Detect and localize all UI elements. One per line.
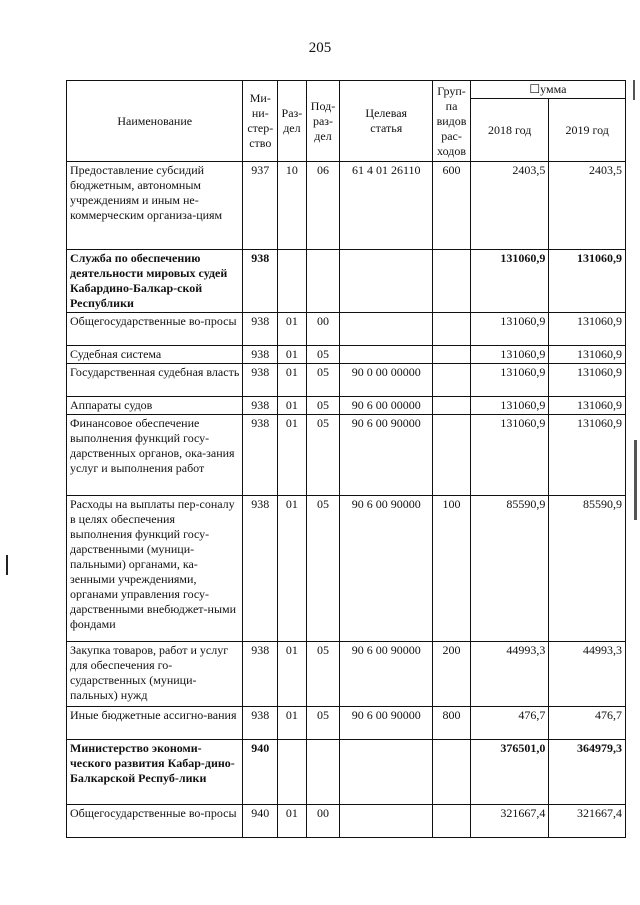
cell-ministry: 938 bbox=[243, 707, 278, 740]
cell-2019: 364979,3 bbox=[549, 740, 626, 805]
cell-2019: 44993,3 bbox=[549, 642, 626, 707]
cell-expense-group bbox=[433, 805, 471, 838]
cell-target-article: 90 6 00 90000 bbox=[340, 642, 433, 707]
cell-section: 01 bbox=[278, 364, 307, 397]
cell-subsection: 00 bbox=[306, 313, 340, 346]
table-row bbox=[67, 642, 626, 707]
cell-expense-group: 100 bbox=[433, 496, 471, 642]
cell-subsection: 05 bbox=[306, 397, 340, 415]
cell-section: 01 bbox=[278, 642, 307, 707]
cell-expense-group bbox=[433, 346, 471, 364]
cell-name: Закупка товаров, работ и услуг для обеспечения го-сударственных (муници-пальных) нужд bbox=[67, 642, 243, 707]
cell-ministry: 938 bbox=[243, 250, 278, 313]
cell-target-article bbox=[340, 250, 433, 313]
cell-target-article: 90 6 00 90000 bbox=[340, 415, 433, 496]
cell-expense-group: 200 bbox=[433, 642, 471, 707]
cell-expense-group bbox=[433, 397, 471, 415]
cell-section: 01 bbox=[278, 397, 307, 415]
cell-ministry: 938 bbox=[243, 397, 278, 415]
header-year-2019: 2019 год bbox=[549, 99, 626, 162]
cell-name: Аппараты судов bbox=[67, 397, 243, 415]
cell-2019: 131060,9 bbox=[549, 397, 626, 415]
cell-name: Расходы на выплаты пер-соналу в целях обеспечения выполнения функций госу-дарственными (муници-пальными) органами, ка-зенными учреждениями, органами управления госу-дарственными внебюджет-ными фондами bbox=[67, 496, 243, 642]
header-section: Раз- дел bbox=[278, 81, 307, 162]
cell-2019: 131060,9 bbox=[549, 313, 626, 346]
cell-2018: 131060,9 bbox=[470, 415, 549, 496]
right-edge-mark bbox=[633, 80, 635, 100]
cell-subsection: 05 bbox=[306, 346, 340, 364]
page-number: 205 bbox=[308, 40, 332, 56]
cell-2019: 85590,9 bbox=[549, 496, 626, 642]
cell-expense-group bbox=[433, 250, 471, 313]
cell-ministry: 938 bbox=[243, 415, 278, 496]
cell-subsection: 05 bbox=[306, 707, 340, 740]
cell-section: 01 bbox=[278, 415, 307, 496]
cell-name: Иные бюджетные ассигно-вания bbox=[67, 707, 243, 740]
cell-name: Общегосударственные во-просы bbox=[67, 313, 243, 346]
cell-target-article bbox=[340, 346, 433, 364]
cell-2018: 376501,0 bbox=[470, 740, 549, 805]
cell-name: Предоставление субсидий бюджетным, автономным учреждениям и иным не-коммерческим организа-циям bbox=[67, 162, 243, 250]
table-row bbox=[67, 250, 626, 313]
cell-subsection: 00 bbox=[306, 805, 340, 838]
cell-subsection: 05 bbox=[306, 415, 340, 496]
header-row bbox=[67, 81, 626, 99]
table-row bbox=[67, 707, 626, 740]
cell-2018: 131060,9 bbox=[470, 397, 549, 415]
cell-2019: 2403,5 bbox=[549, 162, 626, 250]
cell-subsection: 05 bbox=[306, 496, 340, 642]
cell-name: Судебная система bbox=[67, 346, 243, 364]
cell-expense-group: 800 bbox=[433, 707, 471, 740]
cell-expense-group bbox=[433, 415, 471, 496]
cell-2019: 131060,9 bbox=[549, 250, 626, 313]
header-subsection: Под- раз- дел bbox=[306, 81, 340, 162]
cell-2018: 44993,3 bbox=[470, 642, 549, 707]
left-edge-mark bbox=[6, 555, 8, 575]
cell-ministry: 938 bbox=[243, 364, 278, 397]
cell-target-article: 90 6 00 00000 bbox=[340, 397, 433, 415]
cell-2018: 131060,9 bbox=[470, 313, 549, 346]
cell-subsection: 05 bbox=[306, 642, 340, 707]
cell-ministry: 940 bbox=[243, 740, 278, 805]
cell-name: Служба по обеспечению деятельности мировых судей Кабардино-Балкар-ской Республики bbox=[67, 250, 243, 313]
cell-subsection bbox=[306, 250, 340, 313]
table-row bbox=[67, 313, 626, 346]
table-row bbox=[67, 346, 626, 364]
table-row bbox=[67, 364, 626, 397]
cell-2018: 131060,9 bbox=[470, 346, 549, 364]
table-row bbox=[67, 397, 626, 415]
cell-ministry: 940 bbox=[243, 805, 278, 838]
cell-target-article: 90 6 00 90000 bbox=[340, 707, 433, 740]
table-row bbox=[67, 415, 626, 496]
table-body bbox=[67, 162, 626, 838]
cell-subsection: 06 bbox=[306, 162, 340, 250]
cell-section: 01 bbox=[278, 313, 307, 346]
cell-name: Финансовое обеспечение выполнения функций госу-дарственных органов, ока-зания услуг и выполнения работ bbox=[67, 415, 243, 496]
cell-ministry: 938 bbox=[243, 496, 278, 642]
header-sum: ☐умма bbox=[470, 81, 625, 99]
cell-expense-group: 600 bbox=[433, 162, 471, 250]
cell-2018: 131060,9 bbox=[470, 250, 549, 313]
header-target-article: Целевая статья bbox=[340, 81, 433, 162]
table-row bbox=[67, 162, 626, 250]
cell-subsection: 05 bbox=[306, 364, 340, 397]
header-name: Наименование bbox=[67, 81, 243, 162]
right-edge-mark bbox=[634, 440, 637, 520]
cell-expense-group bbox=[433, 313, 471, 346]
cell-2018: 85590,9 bbox=[470, 496, 549, 642]
cell-section: 01 bbox=[278, 805, 307, 838]
cell-target-article bbox=[340, 313, 433, 346]
cell-target-article bbox=[340, 740, 433, 805]
cell-section: 10 bbox=[278, 162, 307, 250]
cell-ministry: 938 bbox=[243, 346, 278, 364]
cell-subsection bbox=[306, 740, 340, 805]
cell-ministry: 938 bbox=[243, 642, 278, 707]
cell-section: 01 bbox=[278, 346, 307, 364]
cell-section bbox=[278, 250, 307, 313]
cell-expense-group bbox=[433, 740, 471, 805]
cell-name: Государственная судебная власть bbox=[67, 364, 243, 397]
table-row bbox=[67, 740, 626, 805]
budget-table bbox=[66, 80, 626, 838]
cell-expense-group bbox=[433, 364, 471, 397]
cell-2019: 131060,9 bbox=[549, 415, 626, 496]
cell-ministry: 938 bbox=[243, 313, 278, 346]
cell-2019: 131060,9 bbox=[549, 346, 626, 364]
cell-target-article: 90 0 00 00000 bbox=[340, 364, 433, 397]
header-expense-group: Груп- па видов рас- ходов bbox=[433, 81, 471, 162]
cell-2018: 476,7 bbox=[470, 707, 549, 740]
cell-section: 01 bbox=[278, 707, 307, 740]
header-year-2018: 2018 год bbox=[470, 99, 549, 162]
cell-2018: 131060,9 bbox=[470, 364, 549, 397]
cell-2019: 476,7 bbox=[549, 707, 626, 740]
table-row bbox=[67, 805, 626, 838]
cell-target-article bbox=[340, 805, 433, 838]
cell-2019: 321667,4 bbox=[549, 805, 626, 838]
cell-target-article: 90 6 00 90000 bbox=[340, 496, 433, 642]
table-row bbox=[67, 496, 626, 642]
cell-2018: 2403,5 bbox=[470, 162, 549, 250]
header-ministry: Ми- ни- стер- ство bbox=[243, 81, 278, 162]
cell-section: 01 bbox=[278, 496, 307, 642]
cell-section bbox=[278, 740, 307, 805]
cell-name: Общегосударственные во-просы bbox=[67, 805, 243, 838]
cell-target-article: 61 4 01 26110 bbox=[340, 162, 433, 250]
cell-name: Министерство экономи-ческого развития Кабар-дино-Балкарской Респуб-лики bbox=[67, 740, 243, 805]
cell-ministry: 937 bbox=[243, 162, 278, 250]
cell-2019: 131060,9 bbox=[549, 364, 626, 397]
cell-2018: 321667,4 bbox=[470, 805, 549, 838]
